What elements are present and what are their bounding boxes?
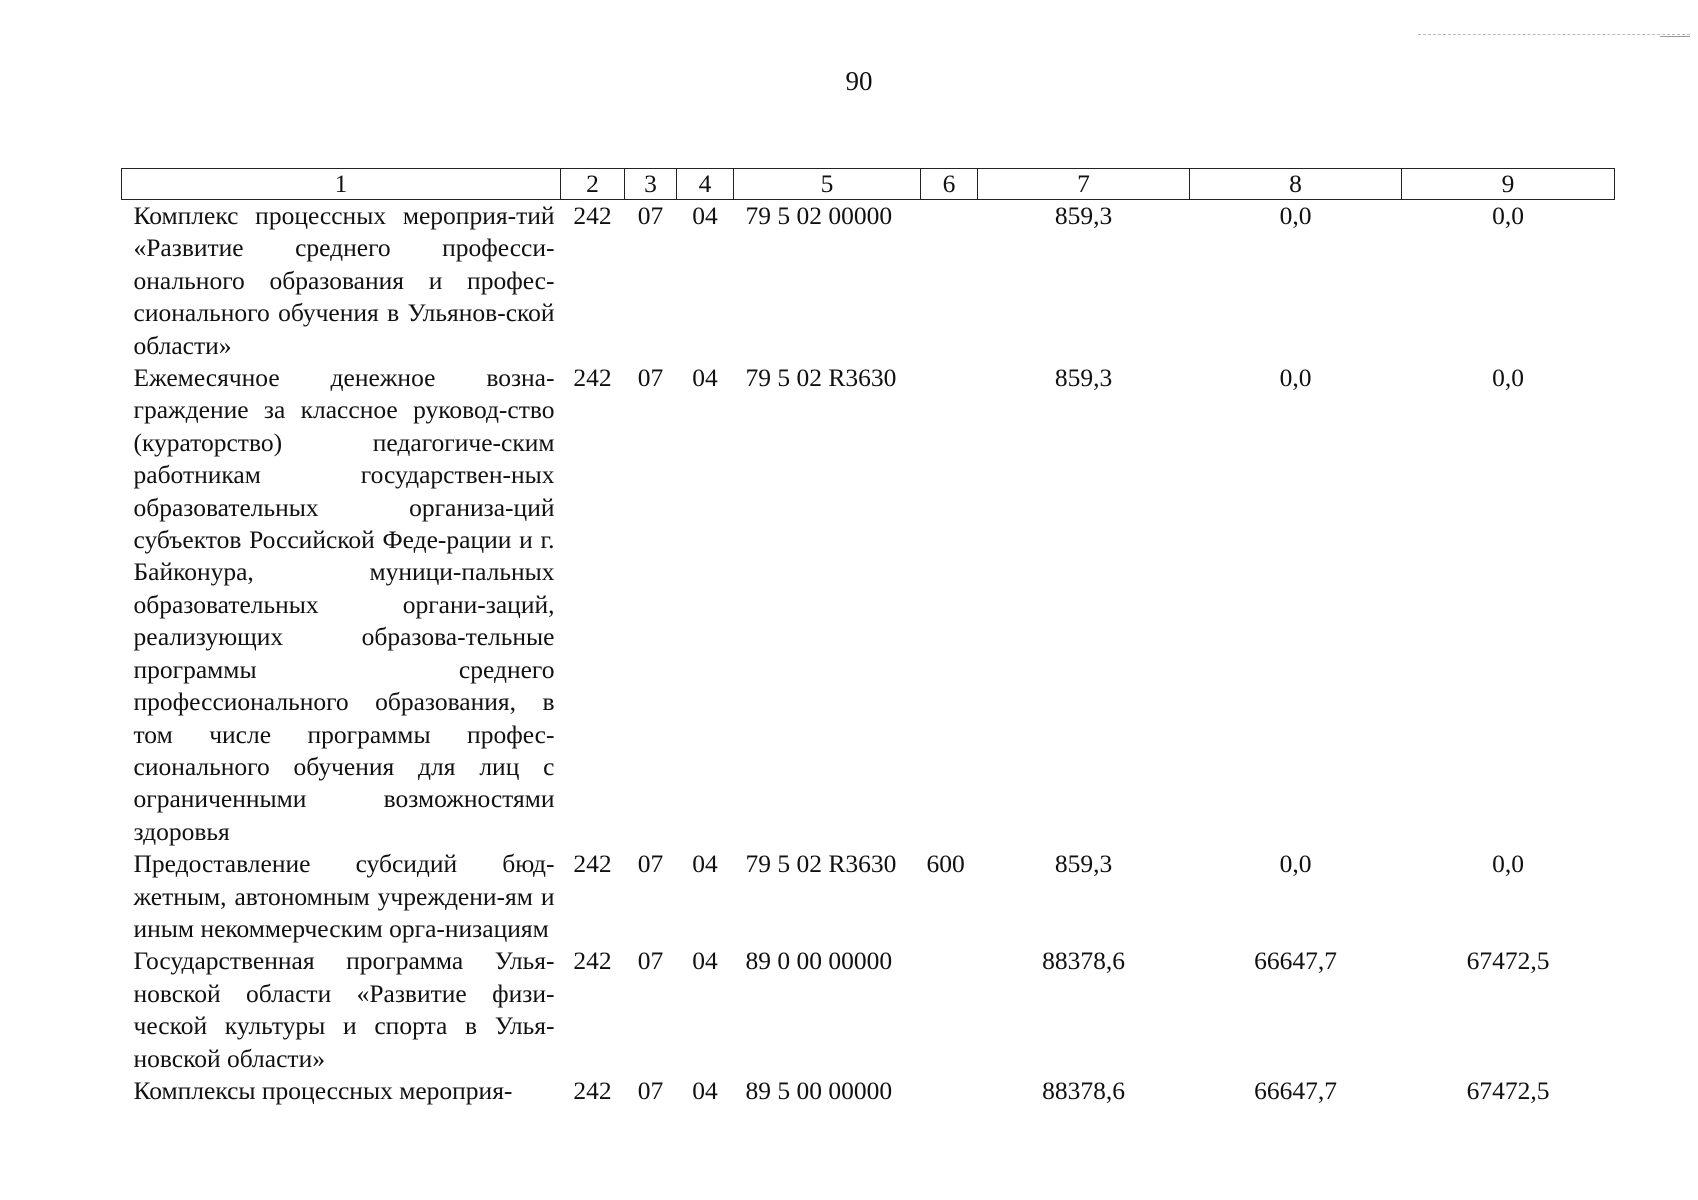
row-description: Предоставление субсидий бюд-жетным, автономным учреждени-ям и иным некоммерческим орга-низациям (133, 849, 555, 943)
table-row (122, 848, 1615, 945)
scan-edge-mark-2 (1660, 36, 1690, 37)
row-col-2: 242 (573, 1075, 612, 1105)
budget-table (121, 168, 1615, 1107)
row-col-7: 859,3 (1054, 363, 1113, 393)
row-col-5: 79 5 02 R3630 (745, 363, 897, 393)
row-col-4: 04 (692, 1075, 718, 1105)
row-col-5: 79 5 02 R3630 (745, 849, 897, 879)
row-col-6 (921, 200, 978, 363)
row-col-9: 0,0 (1492, 201, 1524, 230)
row-col-9: 0,0 (1492, 363, 1524, 393)
header-col-3: 3 (625, 169, 677, 200)
table-row (122, 1075, 1615, 1107)
table-row (122, 945, 1615, 1075)
row-col-9: 0,0 (1492, 849, 1524, 879)
header-col-2: 2 (561, 169, 625, 200)
row-col-8: 0,0 (1279, 849, 1312, 879)
row-col-2: 242 (573, 849, 612, 879)
row-col-5: 89 0 00 00000 (745, 946, 893, 976)
row-description: Комплекс процессных мероприя-тий «Развитие среднего професси-онального образования и профес-сионального обучения в Ульянов-ской области» (133, 201, 555, 360)
row-col-7: 859,3 (1054, 849, 1113, 879)
row-col-7: 88378,6 (1042, 946, 1125, 976)
header-col-9: 9 (1402, 169, 1615, 200)
row-col-9: 67472,5 (1466, 1075, 1550, 1105)
row-col-8: 0,0 (1279, 201, 1312, 230)
row-col-7: 859,3 (1054, 201, 1113, 230)
header-row (122, 169, 1615, 200)
header-col-8: 8 (1190, 169, 1402, 200)
row-col-3: 07 (637, 1075, 664, 1105)
header-col-6: 6 (921, 169, 978, 200)
row-col-6: 600 (926, 849, 965, 879)
row-col-5: 79 5 02 00000 (745, 201, 893, 230)
scan-edge-mark (1418, 34, 1690, 35)
row-col-4: 04 (692, 946, 718, 976)
row-col-3: 07 (637, 946, 664, 976)
row-col-4: 04 (692, 849, 718, 879)
row-col-9: 67472,5 (1466, 946, 1550, 976)
row-col-6 (921, 945, 978, 1075)
row-col-8: 0,0 (1279, 363, 1312, 393)
table-row (122, 200, 1615, 363)
row-col-4: 04 (692, 201, 718, 230)
row-col-4: 04 (692, 363, 718, 393)
row-col-3: 07 (637, 201, 664, 230)
row-description: Комплексы процессных мероприя- (133, 1075, 513, 1105)
row-col-6 (921, 362, 978, 848)
row-col-2: 242 (573, 363, 612, 393)
header-col-5: 5 (734, 169, 921, 200)
row-col-3: 07 (637, 849, 664, 879)
row-col-2: 242 (573, 946, 612, 976)
header-col-1: 1 (122, 169, 561, 200)
header-col-7: 7 (978, 169, 1190, 200)
row-col-6 (921, 1075, 978, 1107)
page-number: 90 (845, 66, 873, 96)
row-col-8: 66647,7 (1254, 946, 1337, 976)
row-col-2: 242 (573, 201, 612, 230)
row-description: Ежемесячное денежное возна-граждение за классное руковод-ство (кураторство) педагогиче-ским работникам государствен-ных образовательных организа-ций субъектов Российской Феде-рации и г. Байконура, муници-пальных образовательных органи-заций, реализующих образова-тельные программы среднего профессионального образования, в том числе программы профес-сионального обучения для лиц с ограниченными возможностями здоровья (133, 363, 555, 846)
row-description: Государственная программа Улья-новской области «Развитие физи-ческой культуры и спорта в Улья-новской области» (133, 946, 555, 1073)
row-col-8: 66647,7 (1254, 1075, 1337, 1105)
row-col-3: 07 (637, 363, 664, 393)
table-row (122, 362, 1615, 848)
row-col-5: 89 5 00 00000 (745, 1075, 893, 1105)
row-col-7: 88378,6 (1042, 1075, 1125, 1105)
header-col-4: 4 (677, 169, 734, 200)
